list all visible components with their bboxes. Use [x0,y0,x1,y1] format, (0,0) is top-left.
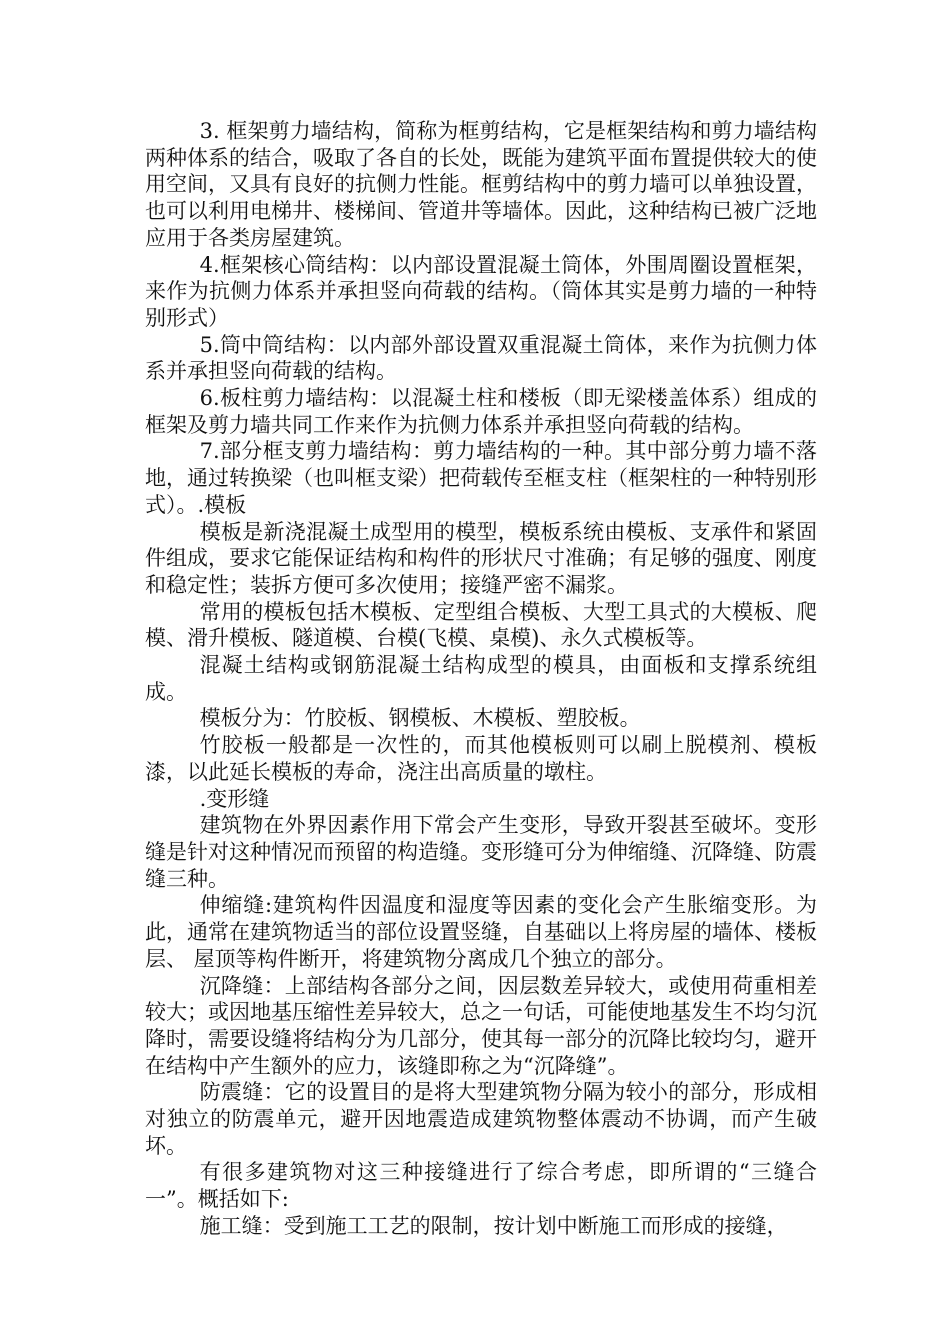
paragraph-formwork-definition: 模板是新浇混凝土成型用的模型，模板系统由模板、支承件和紧固件组成，要求它能保证结构和构件的形状尺寸准确；有足够的强度、刚度和稳定性；装拆方便可多次使用；接缝严密不漏浆。 [145,519,817,597]
paragraph-expansion-joint: 伸缩缝:建筑构件因温度和湿度等因素的变化会产生胀缩变形。为此，通常在建筑物适当的部位设置竖缝，自基础以上将房屋的墙体、楼板层、 屋顶等构件断开，将建筑物分离成几个独立的部分。 [145,893,817,971]
paragraph-tube-in-tube: 5.筒中筒结构：以内部外部设置双重混凝土筒体，来作为抗侧力体系并承担竖向荷载的结构。 [145,332,817,384]
paragraph-formwork-types: 常用的模板包括木模板、定型组合模板、大型工具式的大模板、爬模、滑升模板、隧道模、台模(飞模、桌模)、永久式模板等。 [145,599,817,651]
section-heading-deformation-joint: .变形缝 [199,786,270,811]
paragraph-construction-joint: 施工缝：受到施工工艺的限制，按计划中断施工而形成的接缝， [199,1213,788,1238]
document-body [145,118,817,1240]
paragraph-formwork-mold: 混凝土结构或钢筋混凝土结构成型的模具，由面板和支撑系统组成。 [145,653,817,704]
paragraph-three-joints-in-one: 有很多建筑物对这三种接缝进行了综合考虑，即所谓的“三缝合一”。概括如下: [145,1160,817,1212]
paragraph-settlement-joint: 沉降缝：上部结构各部分之间，因层数差异较大，或使用荷重相差较大；或因地基压缩性差异较大，总之一句话，可能使地基发生不均匀沉降时，需要设缝将结构分为几部分，使其每一部分的沉降比较均匀，避开在结构中产生额外的应力，该缝即称之为“沉降缝”。 [145,973,817,1078]
paragraph-frame-supported-shear-wall: 7.部分框支剪力墙结构：剪力墙结构的一种。其中部分剪力墙不落地，通过转换梁（也叫框支梁）把荷载传至框支柱（框架柱的一种特别形式）。.模板 [145,439,817,517]
paragraph-formwork-categories: 模板分为：竹胶板、钢模板、木模板、塑胶板。 [199,706,641,731]
paragraph-deformation-joint: 建筑物在外界因素作用下常会产生变形，导致开裂甚至破坏。变形缝是针对这种情况而预留的构造缝。变形缝可分为伸缩缝、沉降缝、防震缝三种。 [145,813,817,891]
paragraph-frame-core-tube: 4.框架核心筒结构：以内部设置混凝土筒体，外围周圈设置框架，来作为抗侧力体系并承担竖向荷载的结构。（筒体其实是剪力墙的一种特别形式） [145,252,817,330]
paragraph-bamboo-plywood: 竹胶板一般都是一次性的，而其他模板则可以刷上脱模剂、模板漆，以此延长模板的寿命，浇注出高质量的墩柱。 [145,733,817,784]
paragraph-seismic-joint: 防震缝：它的设置目的是将大型建筑物分隔为较小的部分，形成相对独立的防震单元，避开因地震造成建筑物整体震动不协调，而产生破坏。 [145,1080,817,1158]
paragraph-slab-column-shear-wall: 6.板柱剪力墙结构：以混凝土柱和楼板（即无梁楼盖体系）组成的框架及剪力墙共同工作来作为抗侧力体系并承担竖向荷载的结构。 [145,386,817,437]
paragraph-frame-shear-wall: 3. 框架剪力墙结构，简称为框剪结构，它是框架结构和剪力墙结构两种体系的结合，吸取了各自的长处，既能为建筑平面布置提供较大的使用空间，又具有良好的抗侧力性能。框剪结构中的剪力墙可以单独设置，也可以利用电梯井、楼梯间、管道井等墙体。因此，这种结构已被广泛地应用于各类房屋建筑。 [145,119,817,250]
